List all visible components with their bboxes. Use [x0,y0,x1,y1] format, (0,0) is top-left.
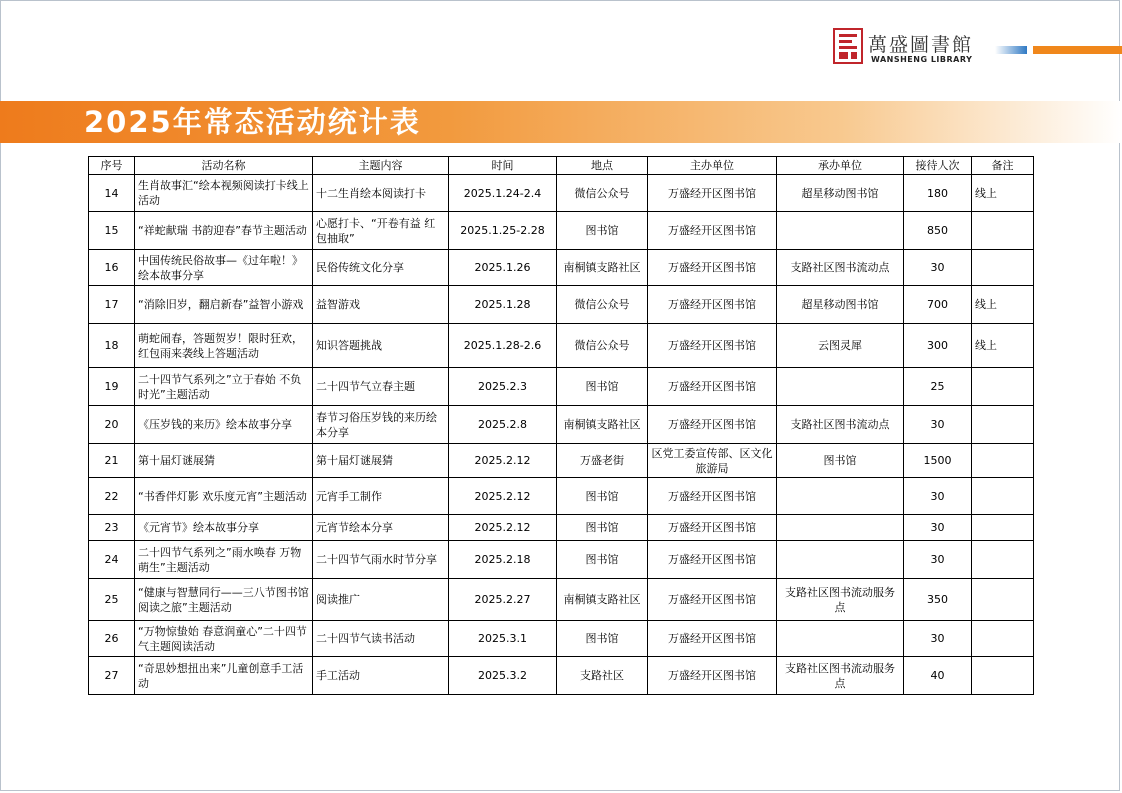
cell-organizer [777,621,904,657]
cell-place: 南桐镇支路社区 [557,579,648,621]
table-row [89,579,1034,621]
header-host: 主办单位 [648,157,777,175]
cell-theme: 心愿打卡、“开卷有益 红包抽取” [313,212,449,250]
table-row [89,515,1034,541]
cell-theme: 二十四节气读书活动 [313,621,449,657]
cell-note [972,515,1034,541]
table-row [89,250,1034,286]
cell-host: 万盛经开区图书馆 [648,478,777,515]
cell-host: 万盛经开区图书馆 [648,515,777,541]
cell-place: 万盛老街 [557,444,648,478]
cell-note [972,621,1034,657]
cell-time: 2025.1.25-2.28 [449,212,557,250]
table-row [89,212,1034,250]
cell-theme: 元宵节绘本分享 [313,515,449,541]
table-row [89,286,1034,324]
cell-no: 24 [89,541,135,579]
cell-visitors: 30 [904,250,972,286]
cell-note: 线上 [972,175,1034,212]
cell-place: 图书馆 [557,621,648,657]
cell-place: 微信公众号 [557,324,648,368]
cell-note [972,368,1034,406]
header-note: 备注 [972,157,1034,175]
cell-no: 19 [89,368,135,406]
cell-theme: 第十届灯谜展猜 [313,444,449,478]
cell-time: 2025.3.1 [449,621,557,657]
cell-note [972,212,1034,250]
table-row [89,444,1034,478]
cell-theme: 二十四节气立春主题 [313,368,449,406]
cell-name: 第十届灯谜展猜 [135,444,313,478]
cell-organizer [777,478,904,515]
cell-time: 2025.2.3 [449,368,557,406]
cell-host: 万盛经开区图书馆 [648,286,777,324]
accent-bar-orange [1033,46,1122,54]
cell-host: 区党工委宣传部、区文化旅游局 [648,444,777,478]
cell-organizer [777,368,904,406]
cell-place: 图书馆 [557,212,648,250]
cell-host: 万盛经开区图书馆 [648,175,777,212]
cell-host: 万盛经开区图书馆 [648,579,777,621]
cell-note [972,541,1034,579]
cell-theme: 十二生肖绘本阅读打卡 [313,175,449,212]
cell-name: “消除旧岁，翻启新春”益智小游戏 [135,286,313,324]
table-row [89,406,1034,444]
cell-time: 2025.2.8 [449,406,557,444]
cell-visitors: 850 [904,212,972,250]
cell-organizer: 图书馆 [777,444,904,478]
cell-organizer [777,212,904,250]
cell-theme: 春节习俗压岁钱的来历绘本分享 [313,406,449,444]
cell-theme: 手工活动 [313,657,449,695]
cell-host: 万盛经开区图书馆 [648,324,777,368]
cell-no: 26 [89,621,135,657]
cell-time: 2025.2.27 [449,579,557,621]
cell-visitors: 180 [904,175,972,212]
table-row [89,657,1034,695]
cell-visitors: 300 [904,324,972,368]
cell-no: 27 [89,657,135,695]
cell-name: “书香伴灯影 欢乐度元宵”主题活动 [135,478,313,515]
page-title: 2025年常态活动统计表 [84,105,421,139]
cell-no: 17 [89,286,135,324]
cell-host: 万盛经开区图书馆 [648,368,777,406]
table-header-row [89,157,1034,175]
cell-visitors: 30 [904,478,972,515]
cell-time: 2025.1.24-2.4 [449,175,557,212]
library-english-name: WANSHENG LIBRARY [871,55,973,64]
cell-no: 20 [89,406,135,444]
cell-name: “奇思妙想扭出来”儿童创意手工活动 [135,657,313,695]
table-row [89,175,1034,212]
cell-place: 图书馆 [557,541,648,579]
cell-theme: 元宵手工制作 [313,478,449,515]
cell-note [972,250,1034,286]
cell-name: 萌蛇闹春，答题贺岁！限时狂欢，红包雨来袭线上答题活动 [135,324,313,368]
cell-theme: 阅读推广 [313,579,449,621]
cell-visitors: 25 [904,368,972,406]
cell-theme: 民俗传统文化分享 [313,250,449,286]
cell-no: 22 [89,478,135,515]
cell-note [972,406,1034,444]
cell-note [972,657,1034,695]
cell-no: 25 [89,579,135,621]
cell-visitors: 30 [904,406,972,444]
cell-note: 线上 [972,324,1034,368]
cell-organizer [777,515,904,541]
cell-time: 2025.2.12 [449,478,557,515]
cell-name: 生肖故事汇“绘本视频阅读打卡线上活动 [135,175,313,212]
cell-place: 图书馆 [557,368,648,406]
cell-visitors: 700 [904,286,972,324]
cell-name: “祥蛇献瑞 书韵迎春”春节主题活动 [135,212,313,250]
table-row [89,541,1034,579]
cell-time: 2025.1.28-2.6 [449,324,557,368]
cell-name: 《压岁钱的来历》绘本故事分享 [135,406,313,444]
library-logo-seal [833,28,863,64]
cell-place: 南桐镇支路社区 [557,406,648,444]
table-row [89,621,1034,657]
cell-name: “万物惊蛰始 春意润童心”二十四节气主题阅读活动 [135,621,313,657]
cell-visitors: 30 [904,621,972,657]
cell-organizer: 支路社区图书流动点 [777,250,904,286]
table-row [89,324,1034,368]
cell-no: 21 [89,444,135,478]
library-name: 萬盛圖書館 [868,34,974,56]
cell-name: 二十四节气系列之”立于春始 不负时光”主题活动 [135,368,313,406]
cell-visitors: 30 [904,515,972,541]
cell-organizer [777,541,904,579]
cell-place: 图书馆 [557,478,648,515]
cell-organizer: 云图灵犀 [777,324,904,368]
cell-no: 15 [89,212,135,250]
header-visitors: 接待人次 [904,157,972,175]
cell-place: 微信公众号 [557,286,648,324]
cell-no: 23 [89,515,135,541]
cell-name: 《元宵节》绘本故事分享 [135,515,313,541]
cell-host: 万盛经开区图书馆 [648,657,777,695]
cell-place: 微信公众号 [557,175,648,212]
table-row [89,478,1034,515]
cell-theme: 益智游戏 [313,286,449,324]
cell-time: 2025.2.12 [449,515,557,541]
header-name: 活动名称 [135,157,313,175]
cell-note: 线上 [972,286,1034,324]
accent-bar-blue [995,46,1027,54]
cell-visitors: 350 [904,579,972,621]
cell-organizer: 超星移动图书馆 [777,175,904,212]
cell-note [972,478,1034,515]
cell-host: 万盛经开区图书馆 [648,621,777,657]
cell-time: 2025.3.2 [449,657,557,695]
header-time: 时间 [449,157,557,175]
cell-name: 中国传统民俗故事—《过年啦！》绘本故事分享 [135,250,313,286]
cell-host: 万盛经开区图书馆 [648,212,777,250]
cell-time: 2025.1.28 [449,286,557,324]
header-place: 地点 [557,157,648,175]
cell-visitors: 40 [904,657,972,695]
header-theme: 主题内容 [313,157,449,175]
cell-host: 万盛经开区图书馆 [648,541,777,579]
cell-theme: 知识答题挑战 [313,324,449,368]
cell-place: 图书馆 [557,515,648,541]
cell-note [972,444,1034,478]
cell-organizer: 超星移动图书馆 [777,286,904,324]
cell-place: 支路社区 [557,657,648,695]
table-body [89,175,1034,695]
cell-name: “健康与智慧同行——三八节图书馆阅读之旅”主题活动 [135,579,313,621]
cell-organizer: 支路社区图书流动点 [777,406,904,444]
activity-stats-table [88,156,1034,695]
cell-visitors: 1500 [904,444,972,478]
cell-organizer: 支路社区图书流动服务点 [777,579,904,621]
cell-name: 二十四节气系列之”雨水唤春 万物萌生”主题活动 [135,541,313,579]
cell-no: 14 [89,175,135,212]
cell-time: 2025.2.18 [449,541,557,579]
cell-theme: 二十四节气雨水时节分享 [313,541,449,579]
cell-place: 南桐镇支路社区 [557,250,648,286]
cell-host: 万盛经开区图书馆 [648,250,777,286]
cell-host: 万盛经开区图书馆 [648,406,777,444]
header-no: 序号 [89,157,135,175]
cell-organizer: 支路社区图书流动服务点 [777,657,904,695]
cell-time: 2025.2.12 [449,444,557,478]
table-row [89,368,1034,406]
cell-time: 2025.1.26 [449,250,557,286]
cell-no: 18 [89,324,135,368]
header-organizer: 承办单位 [777,157,904,175]
cell-no: 16 [89,250,135,286]
cell-visitors: 30 [904,541,972,579]
cell-note [972,579,1034,621]
